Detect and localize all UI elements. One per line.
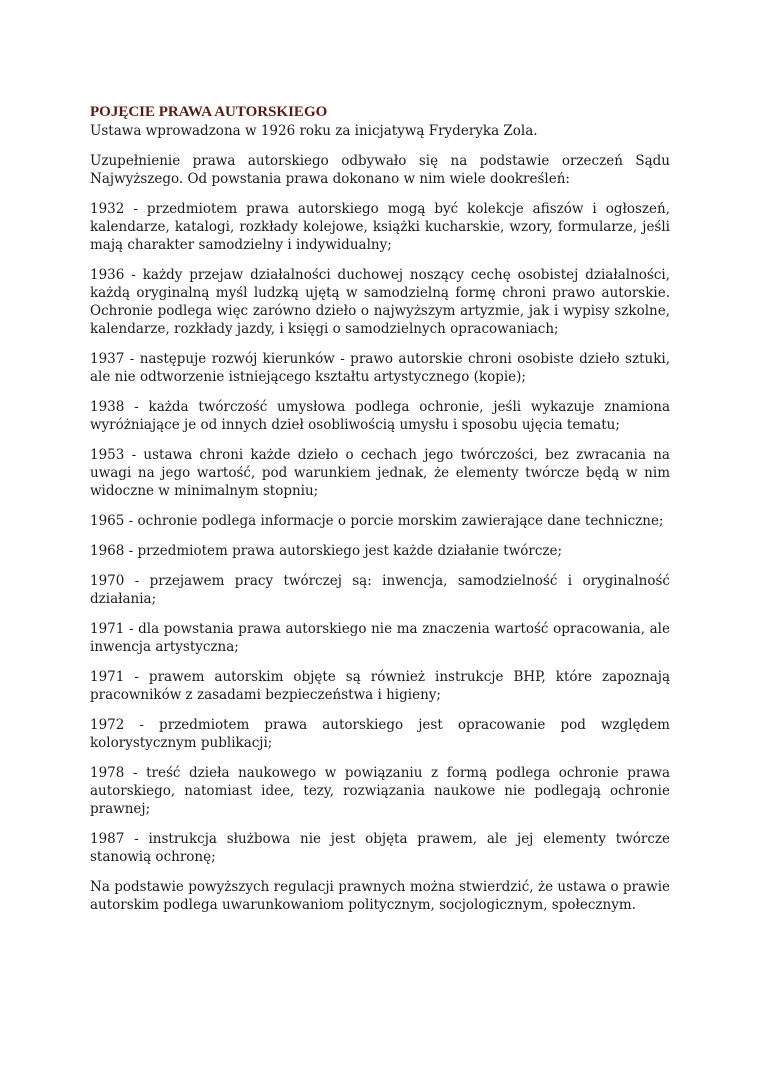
intro-paragraph: Ustawa wprowadzona w 1926 roku za inicjatywą Fryderyka Zola. (90, 123, 538, 139)
paragraph-1936: 1936 - każdy przejaw działalności duchowej noszący cechę osobistej działalności, każdą oryginalną myśl ludzką ujętą w samodzielną formę chroni prawo autorskie. Ochronie podlega więc zarówno dzieło o najwyższym artyzmie, jak i wypisy szkolne, kalendarze, rozkłady jazdy, i księgi o samodzielnych opracowaniach; (90, 267, 670, 337)
paragraph-1965: 1965 - ochronie podlega informacje o porcie morskim zawierające dane techniczne; (90, 513, 664, 529)
paragraph-overview: Uzupełnienie prawa autorskiego odbywało się na podstawie orzeczeń Sądu Najwyższego. Od powstania prawa dokonano w nim wiele dookreśleń: (90, 153, 670, 187)
paragraph-1968: 1968 - przedmiotem prawa autorskiego jest każde działanie twórcze; (90, 543, 563, 559)
document-title: POJĘCIE PRAWA AUTORSKIEGO (90, 104, 328, 120)
paragraph-1971-a: 1971 - dla powstania prawa autorskiego nie ma znaczenia wartość opracowania, ale inwencja artystyczna; (90, 621, 670, 655)
document-page (90, 103, 670, 914)
paragraph-1970: 1970 - przejawem pracy twórczej są: inwencja, samodzielność i oryginalność działania; (90, 573, 670, 607)
paragraph-1937: 1937 - następuje rozwój kierunków - prawo autorskie chroni osobiste dzieło sztuki, ale nie odtworzenie istniejącego kształtu artystycznego (kopie); (90, 351, 670, 385)
paragraph-1938: 1938 - każda twórczość umysłowa podlega ochronie, jeśli wykazuje znamiona wyróżniające je od innych dzieł osobliwością umysłu i sposobu ujęcia tematu; (90, 399, 670, 433)
paragraph-conclusion: Na podstawie powyższych regulacji prawnych można stwierdzić, że ustawa o prawie autorskim podlega uwarunkowaniom politycznym, socjologicznym, społecznym. (90, 879, 670, 913)
paragraph-1971-b: 1971 - prawem autorskim objęte są również instrukcje BHP, które zapoznają pracowników z zasadami bezpieczeństwa i higieny; (90, 669, 670, 703)
paragraph-1953: 1953 - ustawa chroni każde dzieło o cechach jego twórczości, bez zwracania na uwagi na jego wartość, pod warunkiem jednak, że elementy twórcze będą w nim widoczne w minimalnym stopniu; (90, 447, 670, 499)
paragraph-1972: 1972 - przedmiotem prawa autorskiego jest opracowanie pod względem kolorystycznym publikacji; (90, 717, 670, 751)
paragraph-1987: 1987 - instrukcja służbowa nie jest objęta prawem, ale jej elementy twórcze stanowią ochronę; (90, 831, 670, 865)
paragraph-1932: 1932 - przedmiotem prawa autorskiego mogą być kolekcje afiszów i ogłoszeń, kalendarze, katalogi, rozkłady kolejowe, książki kucharskie, wzory, formularze, jeśli mają charakter samodzielny i indywidualny; (90, 201, 670, 253)
paragraph-1978: 1978 - treść dzieła naukowego w powiązaniu z formą podlega ochronie prawa autorskiego, natomiast idee, tezy, rozwiązania naukowe nie podlegają ochronie prawnej; (90, 765, 670, 817)
